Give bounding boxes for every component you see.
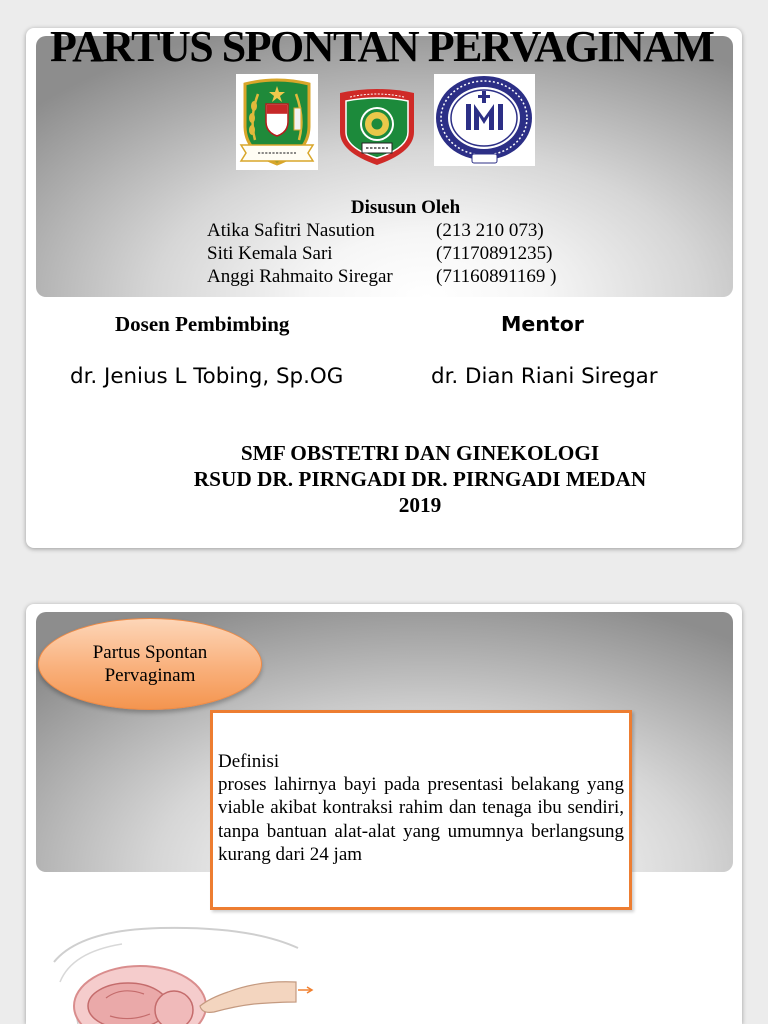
slide-2 [26,604,742,1024]
faculty-seal-logo [434,74,535,166]
city-crest-logo [236,74,318,170]
institution-block [120,440,720,518]
birth-illustration [50,922,315,1024]
arrow-icon [298,987,312,993]
topic-bubble [38,618,262,710]
author-name: Siti Kemala Sari [207,243,333,264]
mentor-name: dr. Dian Riani Siregar [431,364,658,389]
hospital-name: RSUD DR. PIRNGADI DR. PIRNGADI MEDAN [193,467,647,491]
slide-1 [26,22,742,548]
author-number: (213 210 073) [436,220,544,241]
author-name: Atika Safitri Nasution [207,220,375,241]
topic-line: Partus Spontan [92,642,208,663]
author-number: (71170891235) [436,243,553,264]
slide-title: PARTUS SPONTAN PERVAGINAM [50,22,714,71]
author-name: Anggi Rahmaito Siregar [207,266,393,287]
department-name: SMF OBSTETRI DAN GINEKOLOGI [240,441,600,465]
author-row [207,242,557,265]
topic-line: Pervaginam [104,665,196,686]
supervisor-name: dr. Jenius L Tobing, Sp.OG [70,364,344,389]
definition-text: proses lahirnya bayi pada presentasi belakang yang viable akibat kontraksi rahim dan tenaga ibu sendiri, tanpa bantuan alat-alat yang umumnya berlangsung kurang dari 24 jam [218,774,624,865]
supervisor-heading: Dosen Pembimbing [115,312,290,336]
definition-heading: Definisi [218,751,280,772]
year: 2019 [398,493,442,517]
author-row [207,219,557,242]
compiled-by-heading: Disusun Oleh [350,197,461,218]
author-list [207,219,557,288]
university-shield-logo [336,86,418,166]
author-number: (71160891169 ) [436,266,557,287]
mentor-heading: Mentor [501,312,584,336]
author-row [207,265,557,288]
definition-box [210,710,632,910]
